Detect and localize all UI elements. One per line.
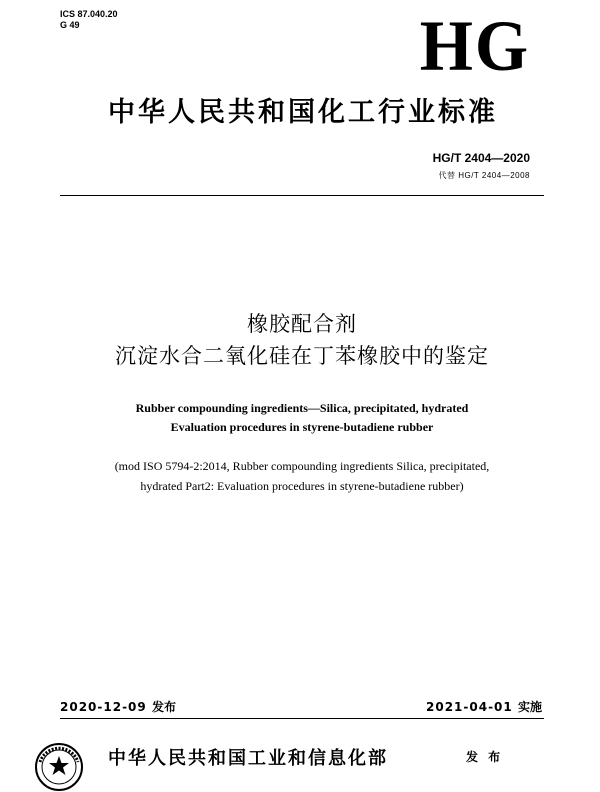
issue-date-block [60, 698, 176, 715]
replaces-note: 代替 HG/T 2404—2008 [438, 171, 530, 180]
ccs-code: G 49 [60, 20, 80, 30]
effective-label: 实施 [517, 700, 542, 714]
title-en-line2: Evaluation procedures in styrene-butadiene rubber [170, 420, 434, 434]
official-seal-icon [34, 742, 84, 792]
title-cn-line2: 沉淀水合二氧化硅在丁苯橡胶中的鉴定 [115, 344, 489, 368]
bottom-divider [60, 718, 544, 719]
mod-reference-line2: hydrated Part2: Evaluation procedures in styrene-butadiene rubber) [140, 479, 464, 493]
hg-logo: HG [419, 6, 530, 86]
top-divider [60, 195, 544, 196]
title-cn-line1: 橡胶配合剂 [247, 312, 357, 336]
standard-number: HG/T 2404—2020 [432, 151, 530, 165]
issue-label: 发布 [151, 700, 176, 714]
publisher-name: 中华人民共和国工业和信息化部 [108, 748, 388, 769]
effective-date: 2021-04-01 [426, 700, 513, 714]
effective-date-block [426, 698, 542, 715]
publish-label: 发 布 [466, 750, 504, 764]
classification-codes [60, 9, 118, 31]
issue-date: 2020-12-09 [60, 700, 147, 714]
ics-code: ICS 87.040.20 [60, 9, 118, 19]
standard-title: 中华人民共和国化工行业标准 [108, 97, 498, 128]
title-en-line1: Rubber compounding ingredients—Silica, precipitated, hydrated [135, 401, 469, 415]
mod-reference-line1: (mod ISO 5794-2:2014, Rubber compounding ingredients Silica, precipitated, [114, 459, 490, 473]
